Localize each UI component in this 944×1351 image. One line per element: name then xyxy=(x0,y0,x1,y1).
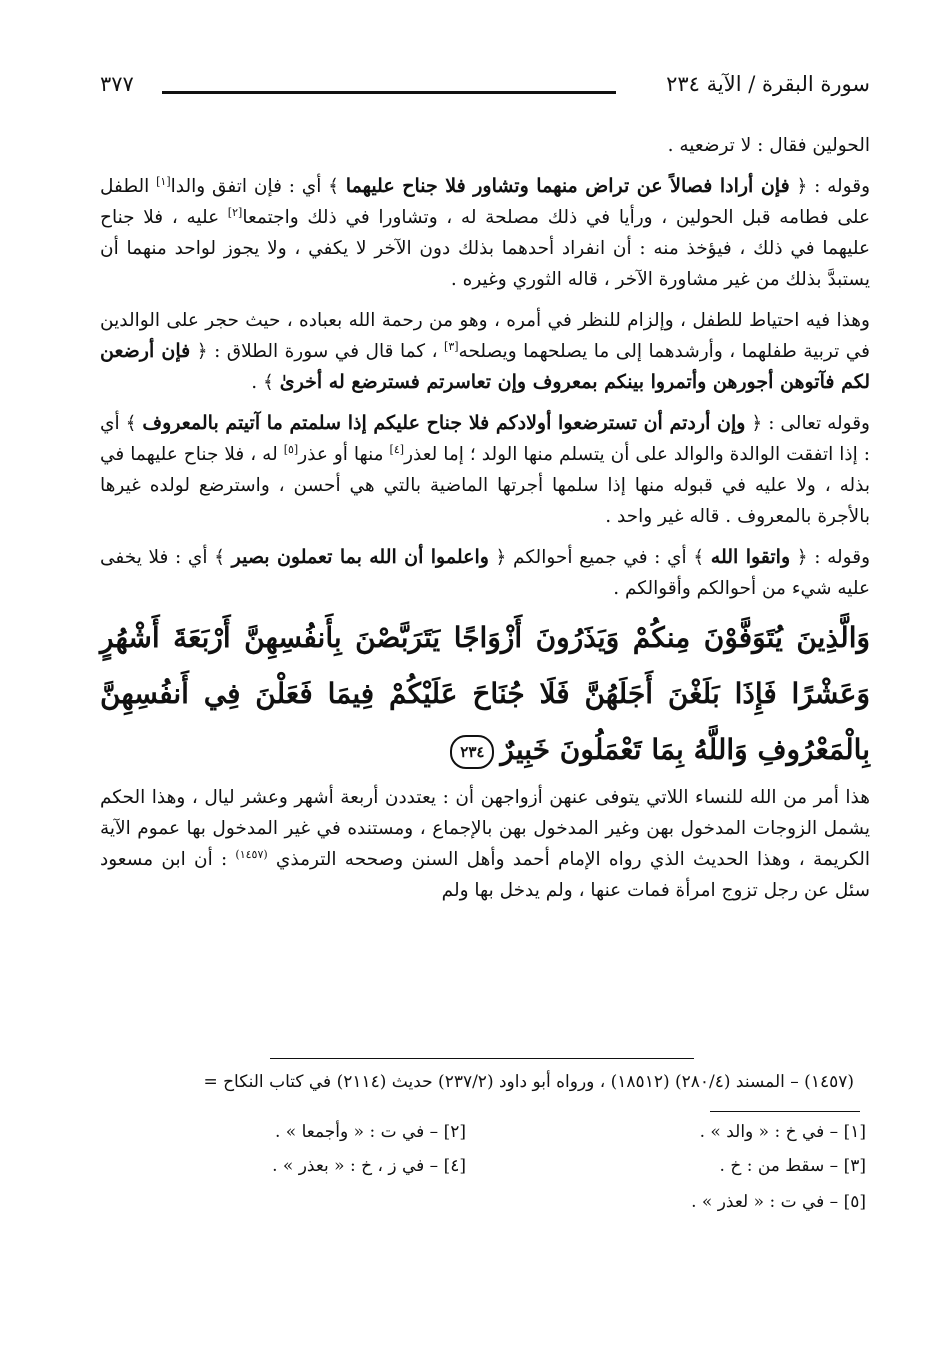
variant-note: [٤] – في ز ، خ : « بعذر » . xyxy=(272,1156,466,1176)
variant-note: [٥] – في ت : « لعذر » . xyxy=(691,1192,866,1212)
variant-note: [٣] – سقط من : خ . xyxy=(719,1156,866,1176)
paragraph-2: وقوله : ﴿ فإن أرادا فصالاً عن تراض منهما وتشاور فلا جناح عليهما ﴾ أي : فإن اتفق والدا[١] الطفل على فطامه قبل الحولين ، ورأيا في ذلك مصلحة له ، وتشاورا في ذلك واجتمعا[٢] عليه ، فلا جناح عليهما في ذلك ، فيؤخذ منه : أن انفراد أحدهما بذلك دون الآخر لا يكفي ، ولا يجوز لواحد منهما أن يستبدَّ بذلك من غير مشاورة الآخر ، قاله الثوري وغيره . xyxy=(100,174,871,290)
paragraph-5: وقوله : ﴿ واتقوا الله ﴾ أي : في جميع أحوالكم ﴿ واعلموا أن الله بما تعملون بصير ﴾ أي : فلا يخفى عليه شيء من أحوالكم وأقوالكم . xyxy=(100,546,870,599)
verse-quote: فإن أرضعن لكم فآتوهن أجورهن وأتمروا بينكم بمعروف وإن تعاسرتم فسترضع له أخرىٰ xyxy=(100,340,870,393)
variant-notes xyxy=(130,1122,866,1232)
main-text xyxy=(100,130,870,906)
note-ref: [٢] xyxy=(227,205,243,219)
verse-quote: واعلموا أن الله بما تعملون بصير xyxy=(231,546,489,568)
footnote-ref: (١٤٥٧) xyxy=(235,847,268,861)
note-ref: [٤] xyxy=(389,442,405,456)
running-title: سورة البقرة / الآية ٢٣٤ xyxy=(666,72,870,96)
notes-rule xyxy=(710,1111,860,1112)
footnote: (١٤٥٧) – المسند (٢٨٠/٤) (١٨٥١٢) ، ورواه أبو داود (٢٣٧/٢) حديث (٢١١٤) في كتاب النكاح = xyxy=(203,1072,854,1092)
aya-number-medallion: ٢٣٤ xyxy=(450,735,494,769)
paragraph-6: هذا أمر من الله للنساء اللاتي يتوفى عنهن أزواجهن أن : يعتددن أربعة أشهر وعشر ليال ، وهذا الحكم يشمل الزوجات المدخول بهن وغير المدخول بهن بالإجماع ، ومستنده في غير المدخول بها عموم الآية الكريمة ، وهذا الحديث الذي رواه الإمام أحمد وأهل السنن وصححه الترمذي $^{(١٤٥٧)}$ : أن ابن مسعود سئل عن رجل تزوج امرأة فمات عنها ، ولم يدخل بها ولم xyxy=(100,787,870,901)
quran-verse: وَالَّذِينَ يُتَوَفَّوْنَ مِنكُمْ وَيَذَرُونَ أَزْوَاجًا يَتَرَبَّصْنَ بِأَنفُسِهِنَّ أَرْبَعَةَ أَشْهُرٍ وَعَشْرًا فَإِذَا بَلَغْنَ أَجَلَهُنَّ فَلَا جُنَاحَ عَلَيْكُمْ فِيمَا فَعَلْنَ فِي أَنفُسِهِنَّ بِالْمَعْرُوفِ وَاللَّهُ بِمَا تَعْمَلُونَ خَبِيرٌ٢٣٤ xyxy=(100,610,870,778)
page-number: ٣٧٧ xyxy=(100,72,134,96)
header-rule xyxy=(162,91,616,94)
paragraph-4: وقوله تعالى : ﴿ وإن أردتم أن تسترضعوا أولادكم فلا جناح عليكم إذا سلمتم ما آتيتم بالمعروف ﴾ أي : إذا اتفقت الوالدة والوالد على أن يتسلم منها الولد ؛ إما لعذر[٤] منها أو عذر[٥] له ، فلا جناح عليهما في بذله ، ولا عليه في قبوله منها إذا سلمها أجرتها الماضية بالتي هي أحسن ، واسترضع لولده غيرها بالأجرة بالمعروف . قاله غير واحد . xyxy=(100,412,870,527)
verse-quote: وإن أردتم أن تسترضعوا أولادكم فلا جناح عليكم إذا سلمتم ما آتيتم بالمعروف xyxy=(142,412,746,434)
variant-note: [١] – في خ : « والد » . xyxy=(699,1122,866,1142)
verse-quote: واتقوا الله xyxy=(710,546,791,568)
paragraph-3: وهذا فيه احتياط للطفل ، وإلزام للنظر في أمره ، وهو من رحمة الله بعباده ، حيث حجر على الوالدين في تربية طفلهما ، وأرشدهما إلى ما يصلحهما ويصلحه[٣] ، كما قال في سورة الطلاق : ﴿ فإن أرضعن لكم فآتوهن أجورهن وأتمروا بينكم بمعروف وإن تعاسرتم فسترضع له أخرىٰ ﴾ . xyxy=(100,310,871,393)
footnote-rule xyxy=(270,1058,694,1059)
verse-quote: فإن أرادا فصالاً عن تراض منهما وتشاور فلا جناح عليهما xyxy=(345,175,790,197)
paragraph-1: الحولين فقال : لا ترضعيه . xyxy=(667,135,870,156)
note-ref: [١] xyxy=(156,174,171,188)
note-ref: [٥] xyxy=(283,442,299,456)
note-ref: [٣] xyxy=(444,339,459,353)
variant-note: [٢] – في ت : « وأجمعا » . xyxy=(274,1122,466,1142)
page-header xyxy=(100,70,870,110)
